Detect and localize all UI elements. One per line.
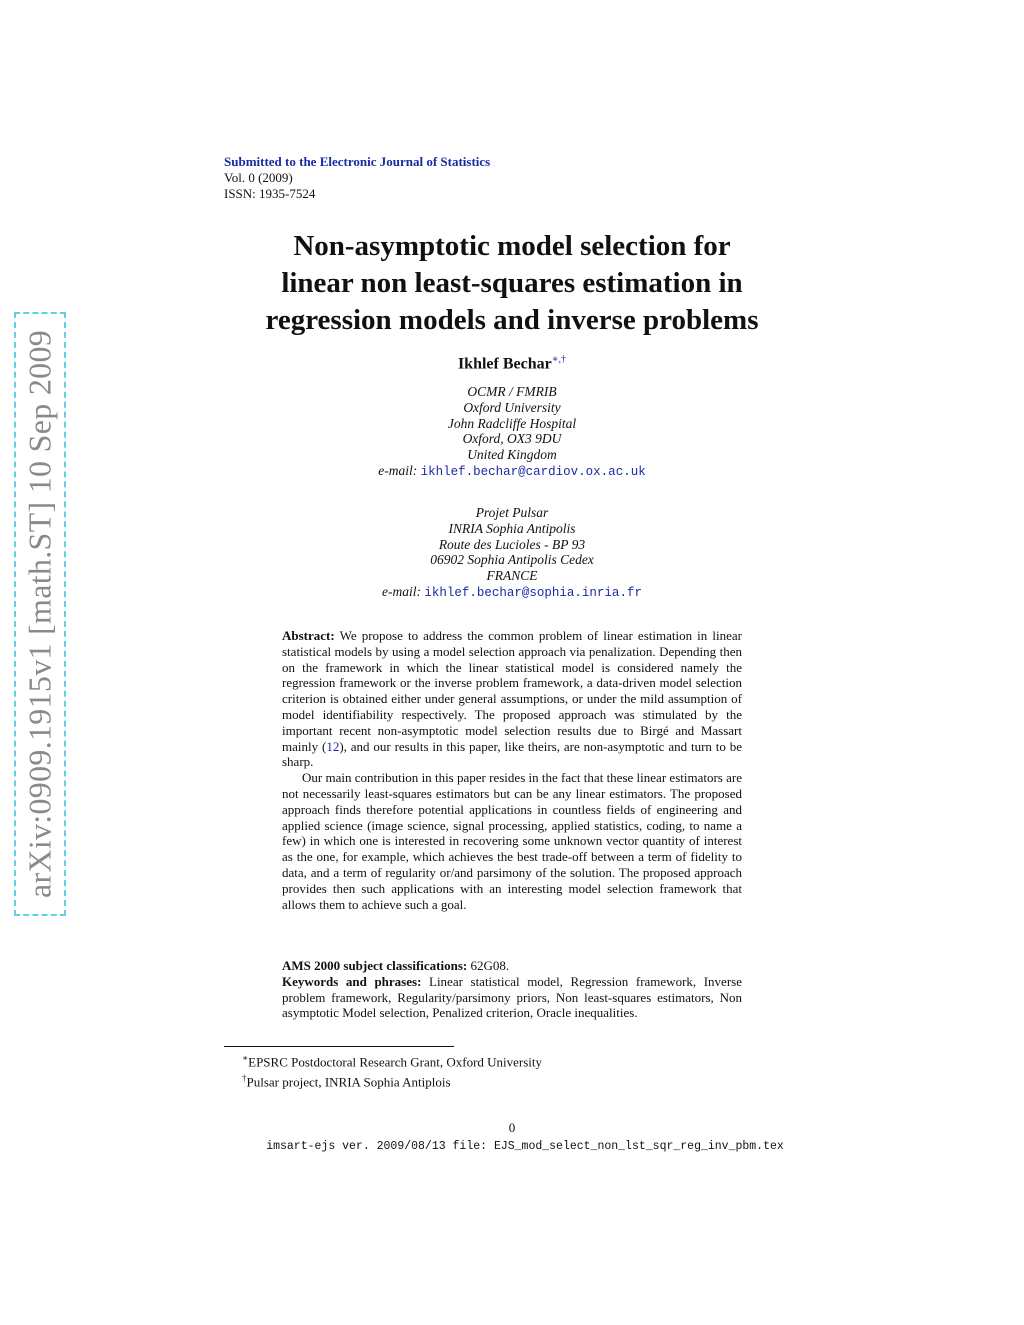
page-number: 0 bbox=[508, 1120, 516, 1135]
file-footer: imsart-ejs ver. 2009/08/13 file: EJS_mod_select_non_lst_sqr_reg_inv_pbm.tex bbox=[266, 1140, 784, 1153]
footnote-mark: † bbox=[242, 1073, 247, 1084]
affiliation-line: Oxford University bbox=[463, 399, 561, 415]
footnote-divider bbox=[224, 1046, 454, 1047]
issn-line: ISSN: 1935-7524 bbox=[224, 186, 316, 201]
keywords-value: Linear statistical model, Regression framework, Inverse problem framework, Regularity/parsimony priors, Non least-squares estimators, Non asymptotic Model selection, Penalized criterion, Oracle inequalities. bbox=[282, 973, 742, 1021]
abstract bbox=[282, 628, 742, 912]
affiliation-line: United Kingdom bbox=[467, 447, 557, 463]
email-link[interactable]: ikhlef.bechar@sophia.inria.fr bbox=[424, 585, 642, 600]
citation-link[interactable]: 12 bbox=[326, 738, 340, 754]
author-footnote-marks[interactable]: ∗,† bbox=[551, 354, 567, 365]
keywords-label: Keywords and phrases: bbox=[282, 973, 422, 989]
affiliation-line: John Radcliffe Hospital bbox=[447, 415, 577, 431]
arxiv-identifier: arXiv:0909.1915v1 [math.ST] 10 Sep 2009 bbox=[21, 329, 58, 899]
footnote bbox=[242, 1070, 542, 1090]
email-link[interactable]: ikhlef.bechar@cardiov.ox.ac.uk bbox=[420, 464, 646, 479]
affiliation-line: FRANCE bbox=[486, 568, 538, 584]
abstract-paragraph-2: Our main contribution in this paper resides in the fact that these linear estimators are not necessarily least-squares estimators but can be any linear estimators. The proposed approach finds therefore potential applications in countless fields of engineering and applied science (image science, signal processing, applied statistics, coding, to name a few) in which one is interested in recovering some unknown vector quantity of interest as the one, for example, which achieves the best trade-off between a term of fidelity to data, and a term of regularity or/and parsimony of the solution. The proposed approach provides then such applications with an interesting model selection framework that allows them to achieve such a goal. bbox=[282, 770, 742, 912]
ams-value: 62G08. bbox=[470, 958, 510, 973]
affiliation-line: Projet Pulsar bbox=[475, 505, 549, 520]
email-label: e-mail: bbox=[382, 583, 422, 599]
volume-line: Vol. 0 (2009) bbox=[224, 170, 293, 185]
affiliation-line: INRIA Sophia Antipolis bbox=[448, 520, 576, 536]
journal-link[interactable]: Submitted to the Electronic Journal of Statistics bbox=[224, 154, 491, 169]
footnote-mark: ∗ bbox=[242, 1053, 249, 1063]
email-label: e-mail: bbox=[378, 462, 418, 478]
ams-label: AMS 2000 subject classifications: bbox=[282, 958, 468, 973]
footnote-text: Pulsar project, INRIA Sophia Antiplois bbox=[246, 1074, 451, 1090]
footnote bbox=[242, 1050, 542, 1070]
title-line: regression models and inverse problems bbox=[265, 304, 759, 336]
affiliation-oxford bbox=[0, 384, 1024, 481]
affiliation-inria bbox=[0, 505, 1024, 602]
journal-header bbox=[224, 154, 490, 202]
affiliation-line: Route des Lucioles - BP 93 bbox=[438, 536, 586, 552]
classification-block bbox=[282, 958, 742, 1021]
abstract-text: We propose to address the common problem of linear estimation in linear statistical models by using a model selection approach via penalization. Depending then on the framework in which the linear statistical model is considered namely the regression framework or the inverse problem framework, a data-driven model selection criterion is obtained either under general assumptions, or under the mild assumption of model identifiability respectively. The proposed approach was stimulated by the important recent non-asymptotic model selection results due to Birgé and Massart mainly ( bbox=[282, 628, 742, 754]
abstract-label: Abstract: bbox=[282, 628, 335, 643]
affiliation-line: 06902 Sophia Antipolis Cedex bbox=[430, 552, 594, 568]
title-line: linear non least-squares estimation in bbox=[281, 267, 743, 299]
paper-title bbox=[0, 228, 1024, 339]
affiliation-line: OCMR / FMRIB bbox=[467, 384, 557, 399]
abstract-paragraph-1 bbox=[282, 628, 742, 770]
title-line: Non-asymptotic model selection for bbox=[293, 230, 731, 262]
footnotes bbox=[242, 1050, 542, 1091]
author-name: Ikhlef Bechar bbox=[457, 355, 552, 373]
author bbox=[0, 354, 1024, 373]
affiliation-line: Oxford, OX3 9DU bbox=[462, 431, 562, 447]
abstract-text: ), and our results in this paper, like theirs, are non-asymptotic and turn to be sharp. bbox=[282, 738, 743, 770]
footnote-text: EPSRC Postdoctoral Research Grant, Oxford University bbox=[248, 1054, 543, 1070]
